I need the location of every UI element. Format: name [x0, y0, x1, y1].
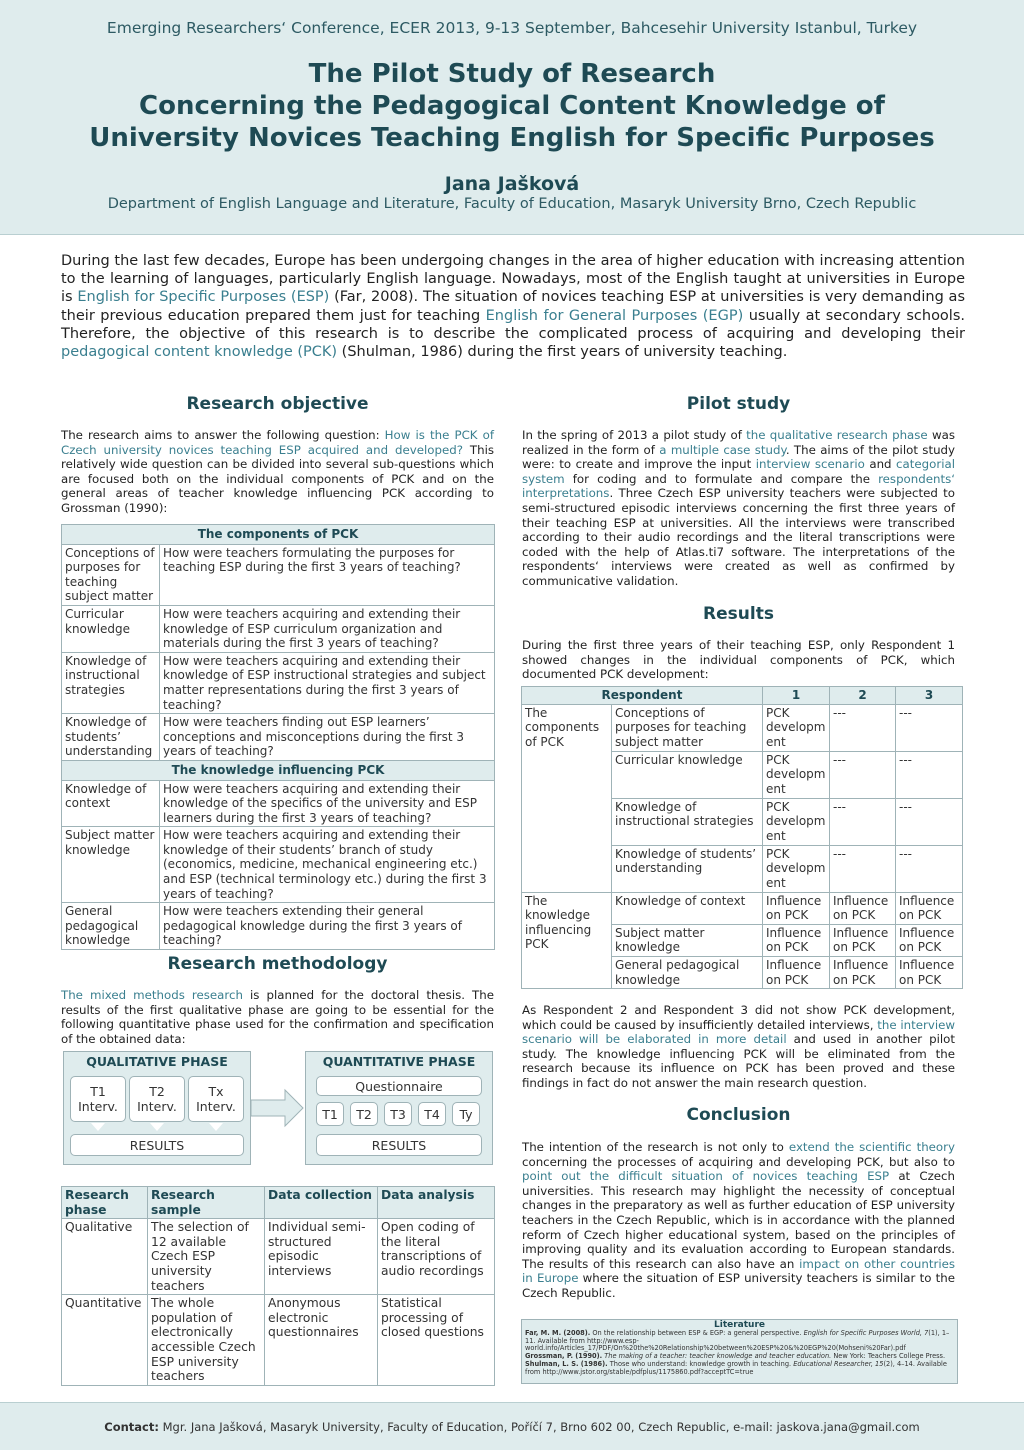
column-header: Data analysis	[378, 1187, 495, 1219]
pck-question: How were teachers extending their general pedagogical knowledge during the first 3 years of teaching?	[160, 903, 495, 950]
table-cell: Knowledge of instructional strategies	[612, 798, 763, 845]
pck-question: How were teachers acquiring and extending their knowledge of ESP curriculum organization and materials during the first 3 years of teaching?	[160, 605, 495, 652]
literature-box	[521, 1319, 958, 1384]
research-objective-heading: Research objective	[186, 394, 369, 414]
quantitative-phase-panel	[305, 1051, 493, 1165]
teacher-box: Ty	[452, 1102, 480, 1126]
column-header: 2	[830, 687, 896, 705]
title-line-2: Concerning the Pedagogical Content Knowledge of	[139, 91, 885, 121]
pilot-highlight: respondents‘ interpretations	[522, 471, 955, 501]
table-cell: PCK developm ent	[763, 798, 830, 845]
pck-question: How were teachers acquiring and extending their knowledge of their students’ branch of study (economics, medicine, mechanical engineering etc.) and ESP (technical terminology etc.) during the first 3 years of teaching?	[160, 827, 495, 903]
table-cell: Influence on PCK	[763, 892, 830, 924]
author-name: Jana Jašková	[444, 173, 580, 195]
table-cell: ---	[896, 845, 963, 892]
reference-source: Educational Researcher, 15	[793, 1359, 884, 1368]
results-text: As Respondent 2 and Respondent 3 did not show PCK development, which could be caused by insufficiently detailed interviews,	[522, 1003, 955, 1032]
table-cell: General pedagogical knowledge	[612, 956, 763, 988]
table-row	[62, 605, 495, 652]
table-cell: Influence on PCK	[763, 956, 830, 988]
objective-text: This relatively wide question can be divided into several sub-questions which are focused both on the individual components of PCK and on the general areas of teacher knowledge influencing PCK according to Grossman (1990):	[61, 442, 494, 515]
column-header: 1	[763, 687, 830, 705]
poster-header	[0, 0, 1024, 235]
reference-text: On the relationship between ESP & EGP: a general perspective.	[590, 1328, 804, 1337]
interview-box: T1 Interv.	[70, 1076, 126, 1122]
pck-question: How were teachers formulating the purposes for teaching ESP during the first 3 years of teaching?	[160, 544, 495, 605]
results-heading: Results	[703, 604, 774, 624]
table-cell: Influence on PCK	[896, 892, 963, 924]
table-row	[62, 1219, 495, 1295]
intro-highlight: pedagogical content knowledge (PCK)	[61, 344, 338, 361]
table-cell: Statistical processing of closed questions	[378, 1295, 495, 1386]
pilot-text: . The aims of the pilot study were: to create and improve the input	[522, 442, 956, 472]
table-cell: Influence on PCK	[830, 956, 896, 988]
table-cell: ---	[896, 704, 963, 751]
column-header: 3	[896, 687, 963, 705]
table-cell: Open coding of the literal transcriptions of audio recordings	[378, 1219, 495, 1295]
poster-title	[0, 58, 1024, 154]
pck-component: Conceptions of purposes for teaching subject matter	[62, 544, 160, 605]
reference-author: Grossman, P. (1990).	[525, 1352, 603, 1361]
teacher-box: T1	[316, 1102, 344, 1126]
intro-paragraph	[61, 252, 965, 361]
table-row	[62, 652, 495, 713]
conclusion-heading: Conclusion	[686, 1105, 791, 1125]
intro-text: During the last few decades, Europe has been undergoing changes in the area of higher education with increasing attention to the learning of languages, particularly English language. Nowadays, most of the English taught at universities in Europe is	[61, 253, 965, 306]
table-cell: The selection of 12 available Czech ESP university teachers	[148, 1219, 265, 1295]
table-cell: ---	[830, 798, 896, 845]
pck-component: General pedagogical knowledge	[62, 903, 160, 950]
table-cell: PCK developm ent	[763, 704, 830, 751]
pck-question: How were teachers finding out ESP learners’ conceptions and misconceptions during the first 3 years of teaching?	[160, 714, 495, 761]
conclusion-text-part: at Czech universities. This research may highlight the necessity of conceptual changes in the preparatory as well as further education of ESP university teachers in the Czech Republic, which is in accordance with the planned reform of Czech higher educational system, based on the principles of improving quality and its evaluation according to European standards. The results of this research can also have an	[522, 1169, 955, 1271]
reference-author: Shulman, L. S. (1986).	[525, 1359, 608, 1368]
conclusion-text-part: The intention of the research is not only to	[522, 1140, 789, 1154]
pilot-study-heading: Pilot study	[686, 394, 791, 414]
quantitative-phase-title: QUANTITATIVE PHASE	[322, 1054, 476, 1069]
pilot-highlight: categorial system	[522, 457, 955, 486]
table-cell: Individual semi-structured episodic interviews	[265, 1219, 378, 1295]
table-cell: Subject matter knowledge	[612, 924, 763, 956]
table-row	[62, 714, 495, 761]
research-methodology-text	[61, 988, 494, 1046]
teacher-box: T2	[350, 1102, 378, 1126]
objective-text: The research aims to answer the following question:	[61, 428, 385, 442]
reference-source: The making of a teacher: teacher knowledge and teacher education.	[604, 1352, 832, 1361]
interview-box: Tx Interv.	[188, 1076, 244, 1122]
results-table	[521, 686, 963, 989]
table-section-header: The components of PCK	[62, 525, 495, 545]
pilot-text: for coding and to formulate and compare the	[564, 471, 879, 486]
literature-title: Literature	[714, 1320, 765, 1330]
down-arrow-icon	[91, 1123, 105, 1131]
pilot-highlight: a multiple case study	[659, 442, 786, 457]
group-label: The components of PCK	[522, 704, 612, 892]
reference-text: New York: Teachers College Press.	[831, 1352, 946, 1361]
table-cell: Influence on PCK	[896, 924, 963, 956]
column-header: Data collection	[265, 1187, 378, 1219]
reference-source: English for Specific Purposes World, 7	[803, 1328, 929, 1337]
conclusion-text	[522, 1140, 955, 1301]
pck-component: Subject matter knowledge	[62, 827, 160, 903]
table-header-row	[62, 1187, 495, 1219]
research-design-table	[61, 1186, 495, 1386]
pck-component: Knowledge of instructional strategies	[62, 652, 160, 713]
table-cell: Qualitative	[62, 1219, 148, 1295]
table-row	[522, 704, 963, 751]
table-cell: PCK developm ent	[763, 751, 830, 798]
results-highlight: the interview scenario will be elaborated in more detail	[522, 1017, 955, 1047]
results-box: RESULTS	[70, 1134, 244, 1156]
author-department: Department of English Language and Literature, Faculty of Education, Masaryk University Brno, Czech Republic	[107, 196, 917, 212]
group-label: The knowledge influencing PCK	[522, 892, 612, 989]
reference-item	[525, 1330, 954, 1353]
table-cell: Influence on PCK	[830, 892, 896, 924]
column-header: Respondent	[522, 687, 763, 705]
contact-label: Contact:	[104, 1420, 159, 1434]
intro-text: (Far, 2008). The situation of novices teaching ESP at universities is very demanding as their previous education prepared them just for teaching	[61, 289, 965, 324]
methodology-highlight: The mixed methods research	[61, 988, 243, 1002]
title-line-1: The Pilot Study of Research	[308, 59, 716, 89]
pilot-text: and	[864, 457, 897, 472]
table-cell: PCK developm ent	[763, 845, 830, 892]
title-line-3: University Novices Teaching English for Specific Purposes	[89, 123, 935, 153]
pck-component: Knowledge of context	[62, 780, 160, 827]
table-cell: ---	[830, 751, 896, 798]
results-box: RESULTS	[316, 1134, 482, 1156]
table-cell: The whole population of electronically accessible Czech ESP university teachers	[148, 1295, 265, 1386]
down-arrow-icon	[150, 1123, 164, 1131]
pck-component: Knowledge of students’ understanding	[62, 714, 160, 761]
conclusion-highlight: impact on other countries in Europe	[522, 1256, 955, 1286]
pilot-text: was realized in the form of	[522, 428, 956, 457]
conclusion-highlight: point out the difficult situation of novices teaching ESP	[522, 1169, 890, 1184]
reference-item	[525, 1361, 954, 1377]
intro-highlight: English for General Purposes (EGP)	[485, 307, 744, 324]
reference-text: (2), 4–14. Available from http://www.jstor.org/stable/pdfplus/1175860.pdf?acceptTC=true	[525, 1359, 947, 1376]
pilot-study-text	[522, 428, 955, 589]
table-cell: ---	[896, 798, 963, 845]
down-arrow-icon	[209, 1123, 223, 1131]
right-arrow-icon	[251, 1088, 305, 1128]
research-objective-text	[61, 428, 494, 516]
column-header: Research phase	[62, 1187, 148, 1219]
reference-author: Far, M. M. (2008).	[525, 1328, 591, 1337]
table-row	[62, 780, 495, 827]
reference-text: Those who understand: knowledge growth in teaching.	[607, 1359, 794, 1368]
interview-box: T2 Interv.	[129, 1076, 185, 1122]
pck-question: How were teachers acquiring and extending their knowledge of ESP instructional strategies and subject matter representations during the first 3 years of teaching?	[160, 652, 495, 713]
table-row	[62, 827, 495, 903]
table-row	[62, 1295, 495, 1386]
pilot-text: In the spring of 2013 a pilot study of	[522, 428, 747, 442]
conference-line: Emerging Researchers‘ Conference, ECER 2013, 9-13 September, Bahcesehir University Istanbul, Turkey	[106, 19, 918, 37]
table-cell: Influence on PCK	[830, 924, 896, 956]
table-cell: Influence on PCK	[896, 956, 963, 988]
conclusion-text-part: where the situation of ESP university teachers is similar to the Czech Republic.	[522, 1271, 955, 1300]
conclusion-text-part: concerning the processes of acquiring and developing PCK, but also to	[522, 1154, 955, 1169]
teacher-box: T3	[384, 1102, 412, 1126]
table-section-header: The knowledge influencing PCK	[62, 760, 495, 780]
table-cell: Knowledge of students’ understanding	[612, 845, 763, 892]
table-cell: Conceptions of purposes for teaching subject matter	[612, 704, 763, 751]
results-text: and used in another pilot study. The knowledge influencing PCK will be eliminated from the research because its influence on PCK has been proved and these findings in fact do not answer the main research question.	[522, 1032, 955, 1090]
table-cell: ---	[830, 704, 896, 751]
table-cell: Anonymous electronic questionnaires	[265, 1295, 378, 1386]
table-cell: ---	[830, 845, 896, 892]
pck-questions-table	[61, 524, 495, 950]
column-header: Research sample	[148, 1187, 265, 1219]
table-header-row	[522, 687, 963, 705]
teacher-box: T4	[418, 1102, 446, 1126]
table-cell: Influence on PCK	[763, 924, 830, 956]
table-row	[62, 903, 495, 950]
table-cell: Quantitative	[62, 1295, 148, 1386]
contact-line	[0, 1420, 1024, 1434]
table-cell: ---	[896, 751, 963, 798]
conclusion-highlight: extend the scientific theory	[788, 1140, 955, 1154]
table-cell: Curricular knowledge	[612, 751, 763, 798]
table-row	[522, 892, 963, 924]
table-cell: Knowledge of context	[612, 892, 763, 924]
qualitative-phase-panel	[63, 1051, 251, 1165]
results-text: During the first three years of their teaching ESP, only Respondent 1 showed changes in the individual components of PCK, which documented PCK development:	[522, 638, 955, 682]
methodology-text: is planned for the doctoral thesis. The results of the first qualitative phase are going to be essential for the following quantitative phase used for the confirmation and specification of the obtained data:	[61, 988, 494, 1046]
pilot-highlight: the qualitative research phase	[746, 428, 928, 442]
table-row	[62, 544, 495, 605]
pck-question: How were teachers acquiring and extending their knowledge of the specifics of the university and ESP learners during the first 3 years of teaching?	[160, 780, 495, 827]
intro-text: (Shulman, 1986) during the first years of university teaching.	[337, 344, 788, 361]
reference-text: (1), 1–11. Available from http://www.esp-world.info/Articles_17/PDF/On%20the%20Relationship%20between%20ESP%20&%20EGP%20(Mohseni%20Far).pdf	[525, 1328, 950, 1353]
qualitative-phase-title: QUALITATIVE PHASE	[86, 1054, 228, 1069]
results-discussion-text	[522, 1003, 955, 1091]
contact-text: Mgr. Jana Jašková, Masaryk University, Faculty of Education, Poříčí 7, Brno 602 00, Czech Republic, e-mail: jaskova.jana@gmail.com	[158, 1420, 920, 1434]
research-methodology-heading: Research methodology	[167, 954, 388, 974]
intro-text: usually at secondary schools. Therefore, the objective of this research is to describe the complicated process of acquiring and developing their	[61, 307, 965, 342]
intro-highlight: English for Specific Purposes (ESP)	[77, 289, 330, 306]
pilot-highlight: interview scenario	[755, 457, 865, 472]
pck-component: Curricular knowledge	[62, 605, 160, 652]
objective-question: How is the PCK of Czech university novices teaching ESP acquired and developed?	[61, 428, 495, 457]
pilot-text: . Three Czech ESP university teachers were subjected to semi-structured episodic interviews concerning the first three years of their teaching ESP at universities. All the interviews were transcribed according to their audio recordings and the literal transcriptions were coded with the help of Atlas.ti7 software. The interpretations of the respondents‘ interviews were created as well as confirmed by communicative validation.	[522, 486, 955, 588]
questionnaire-box: Questionnaire	[316, 1076, 482, 1096]
